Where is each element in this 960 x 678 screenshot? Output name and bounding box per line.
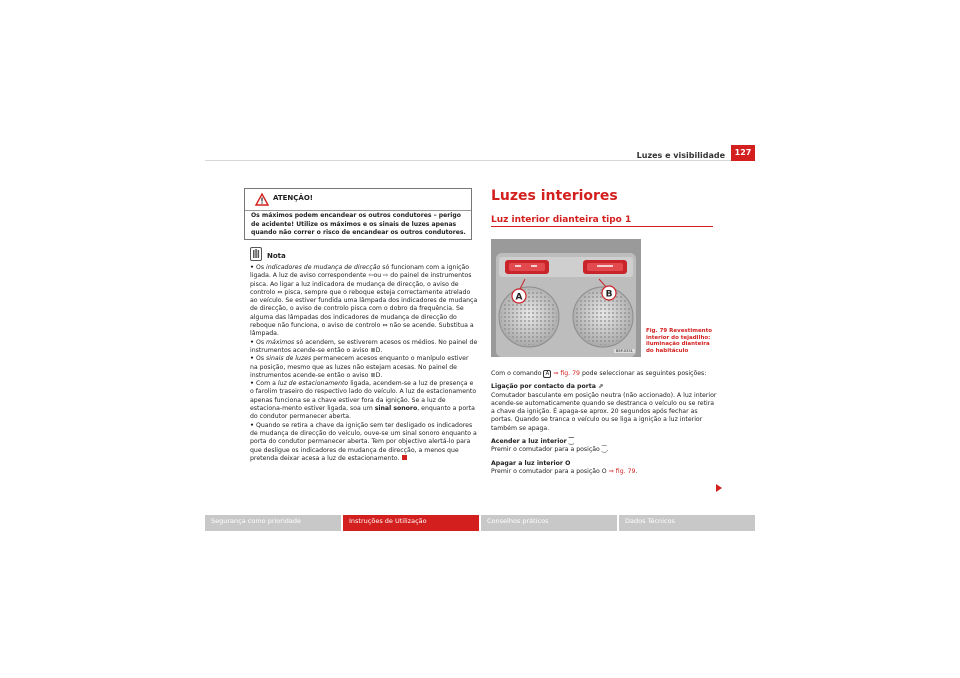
note-title: Nota bbox=[267, 252, 286, 260]
note-body bbox=[250, 264, 478, 463]
footer-tab-technical[interactable]: Dados Técnicos bbox=[619, 515, 755, 531]
warning-header bbox=[245, 189, 471, 211]
footer-tab-tips[interactable]: Conselhos práticos bbox=[481, 515, 617, 531]
bullet: • bbox=[250, 380, 254, 388]
subsection-rule bbox=[491, 226, 713, 227]
control-a-badge: A bbox=[545, 371, 550, 377]
next-page-arrow-icon[interactable] bbox=[716, 484, 722, 492]
note-item: • Os indicadores de mudança de direcção só funcionam com a ignição ligada. A luz de aviso correspondente ⇦ou ⇨ do painel de instrumentos pisca. Ao ligar a luz indicadora de mudança de direcção, o aviso de controlo ⇔ pisca, sempre que o reboque esteja correctamente atrelado ao veículo. Se estiver fundida uma lâmpada dos indicadores de mudança de direcção, o aviso de controlo pisca com o dobro da frequência. Se alguma das lâmpadas dos indicadores de mudança de direcção do reboque não funciona, o aviso de controlo ⇔ não se acende. Substitua a lâmpada. bbox=[250, 264, 478, 338]
footer-nav bbox=[205, 515, 755, 531]
figure-code: B5P-0331 bbox=[616, 349, 633, 353]
note-item: • Os sinais de luzes permanecem acesos enquanto o manípulo estiver na posição, mesmo que as luzes não estejam acesas. No painel de instrumentos acende-se então o aviso ≣D. bbox=[250, 355, 469, 379]
note-item: • Quando se retira a chave da ignição sem ter desligado os indicadores de mudança de direcção do veículo, ouve-se um sinal sonoro enquanto a porta do condutor permanecer aberta. Tem por objectivo alertá-lo para que desligue os indicadores de mudança de direcção, a menos que pretenda deixar acesa a luz de estacionamento. bbox=[250, 421, 477, 462]
warning-title: ATENÇÃO! bbox=[273, 194, 313, 202]
page-number: 127 bbox=[731, 145, 755, 161]
intro-paragraph: Com o comando A ⇒ fig. 79 pode seleccionar as seguintes posições: bbox=[491, 370, 707, 377]
page-heading: Luzes e visibilidade bbox=[636, 151, 725, 160]
note-icon bbox=[250, 247, 262, 261]
right-body bbox=[491, 370, 719, 481]
end-mark-icon bbox=[402, 455, 407, 460]
bullet: • bbox=[250, 264, 254, 271]
warning-triangle-icon bbox=[255, 193, 269, 206]
warning-box bbox=[244, 188, 472, 240]
subsection-title: Luz interior dianteira tipo 1 bbox=[491, 215, 632, 225]
figure-caption: Fig. 79 Revestimento interior do tejadilho: iluminação dianteira do habitáculo bbox=[646, 328, 713, 354]
footer-tab-instructions[interactable]: Instruções de Utilização bbox=[343, 515, 479, 531]
warning-text: Os máximos podem encandear os outros condutores – perigo de acidente! Utilize os máximos e os sinais de luzes apenas quando não correr o risco de encandear os outros condutores. bbox=[251, 212, 466, 236]
note-item: • Os máximos só acendem, se estiverem acesos os médios. No painel de instrumentos acende-se então o aviso ≣D. bbox=[250, 338, 478, 354]
interior-light-illustration bbox=[491, 239, 641, 357]
figure-link[interactable]: ⇒ fig. 79 bbox=[608, 467, 636, 475]
figure-link[interactable]: ⇒ fig. 79 bbox=[553, 370, 580, 377]
paragraph-light-on: Acender a luz interior ⁐ Premir o comutador para a posição ⁐. bbox=[491, 438, 609, 454]
callout-a-label: A bbox=[515, 292, 523, 303]
footer-tab-safety[interactable]: Segurança como prioridade bbox=[205, 515, 341, 531]
note-item: • Com a luz de estacionamento ligada, acendem-se a luz de presença e o farolim traseiro do respectivo lado do veículo. A luz de estacionamento apenas funciona se a chave estiver fora da ignição. Se a luz de estaciona-mento estiver ligada, soa um sinal sonoro, enquanto a porta do condutor permanecer aberta. bbox=[250, 380, 477, 421]
bullet: • bbox=[250, 338, 254, 346]
paragraph-door-contact: Ligação por contacto da porta ⇗ Comutador basculante em posição neutra (não accionado). A luz interior acende-se automaticamente quando se destranca o veículo ou se retira a chave da ignição. É apaga-se aprox. 20 segundos após fechar as portas. Quando se tranca o veículo ou se liga a ignição a luz interior também se apaga. bbox=[491, 383, 717, 432]
callout-b-label: B bbox=[605, 289, 613, 300]
bullet: • bbox=[250, 421, 254, 429]
bullet: • bbox=[250, 355, 254, 363]
header-rule bbox=[205, 160, 755, 161]
figure-roof-lining bbox=[491, 239, 641, 357]
section-title: Luzes interiores bbox=[491, 188, 618, 204]
paragraph-light-off: Apagar a luz interior O Premir o comutador para a posição O ⇒ fig. 79. bbox=[491, 459, 638, 475]
